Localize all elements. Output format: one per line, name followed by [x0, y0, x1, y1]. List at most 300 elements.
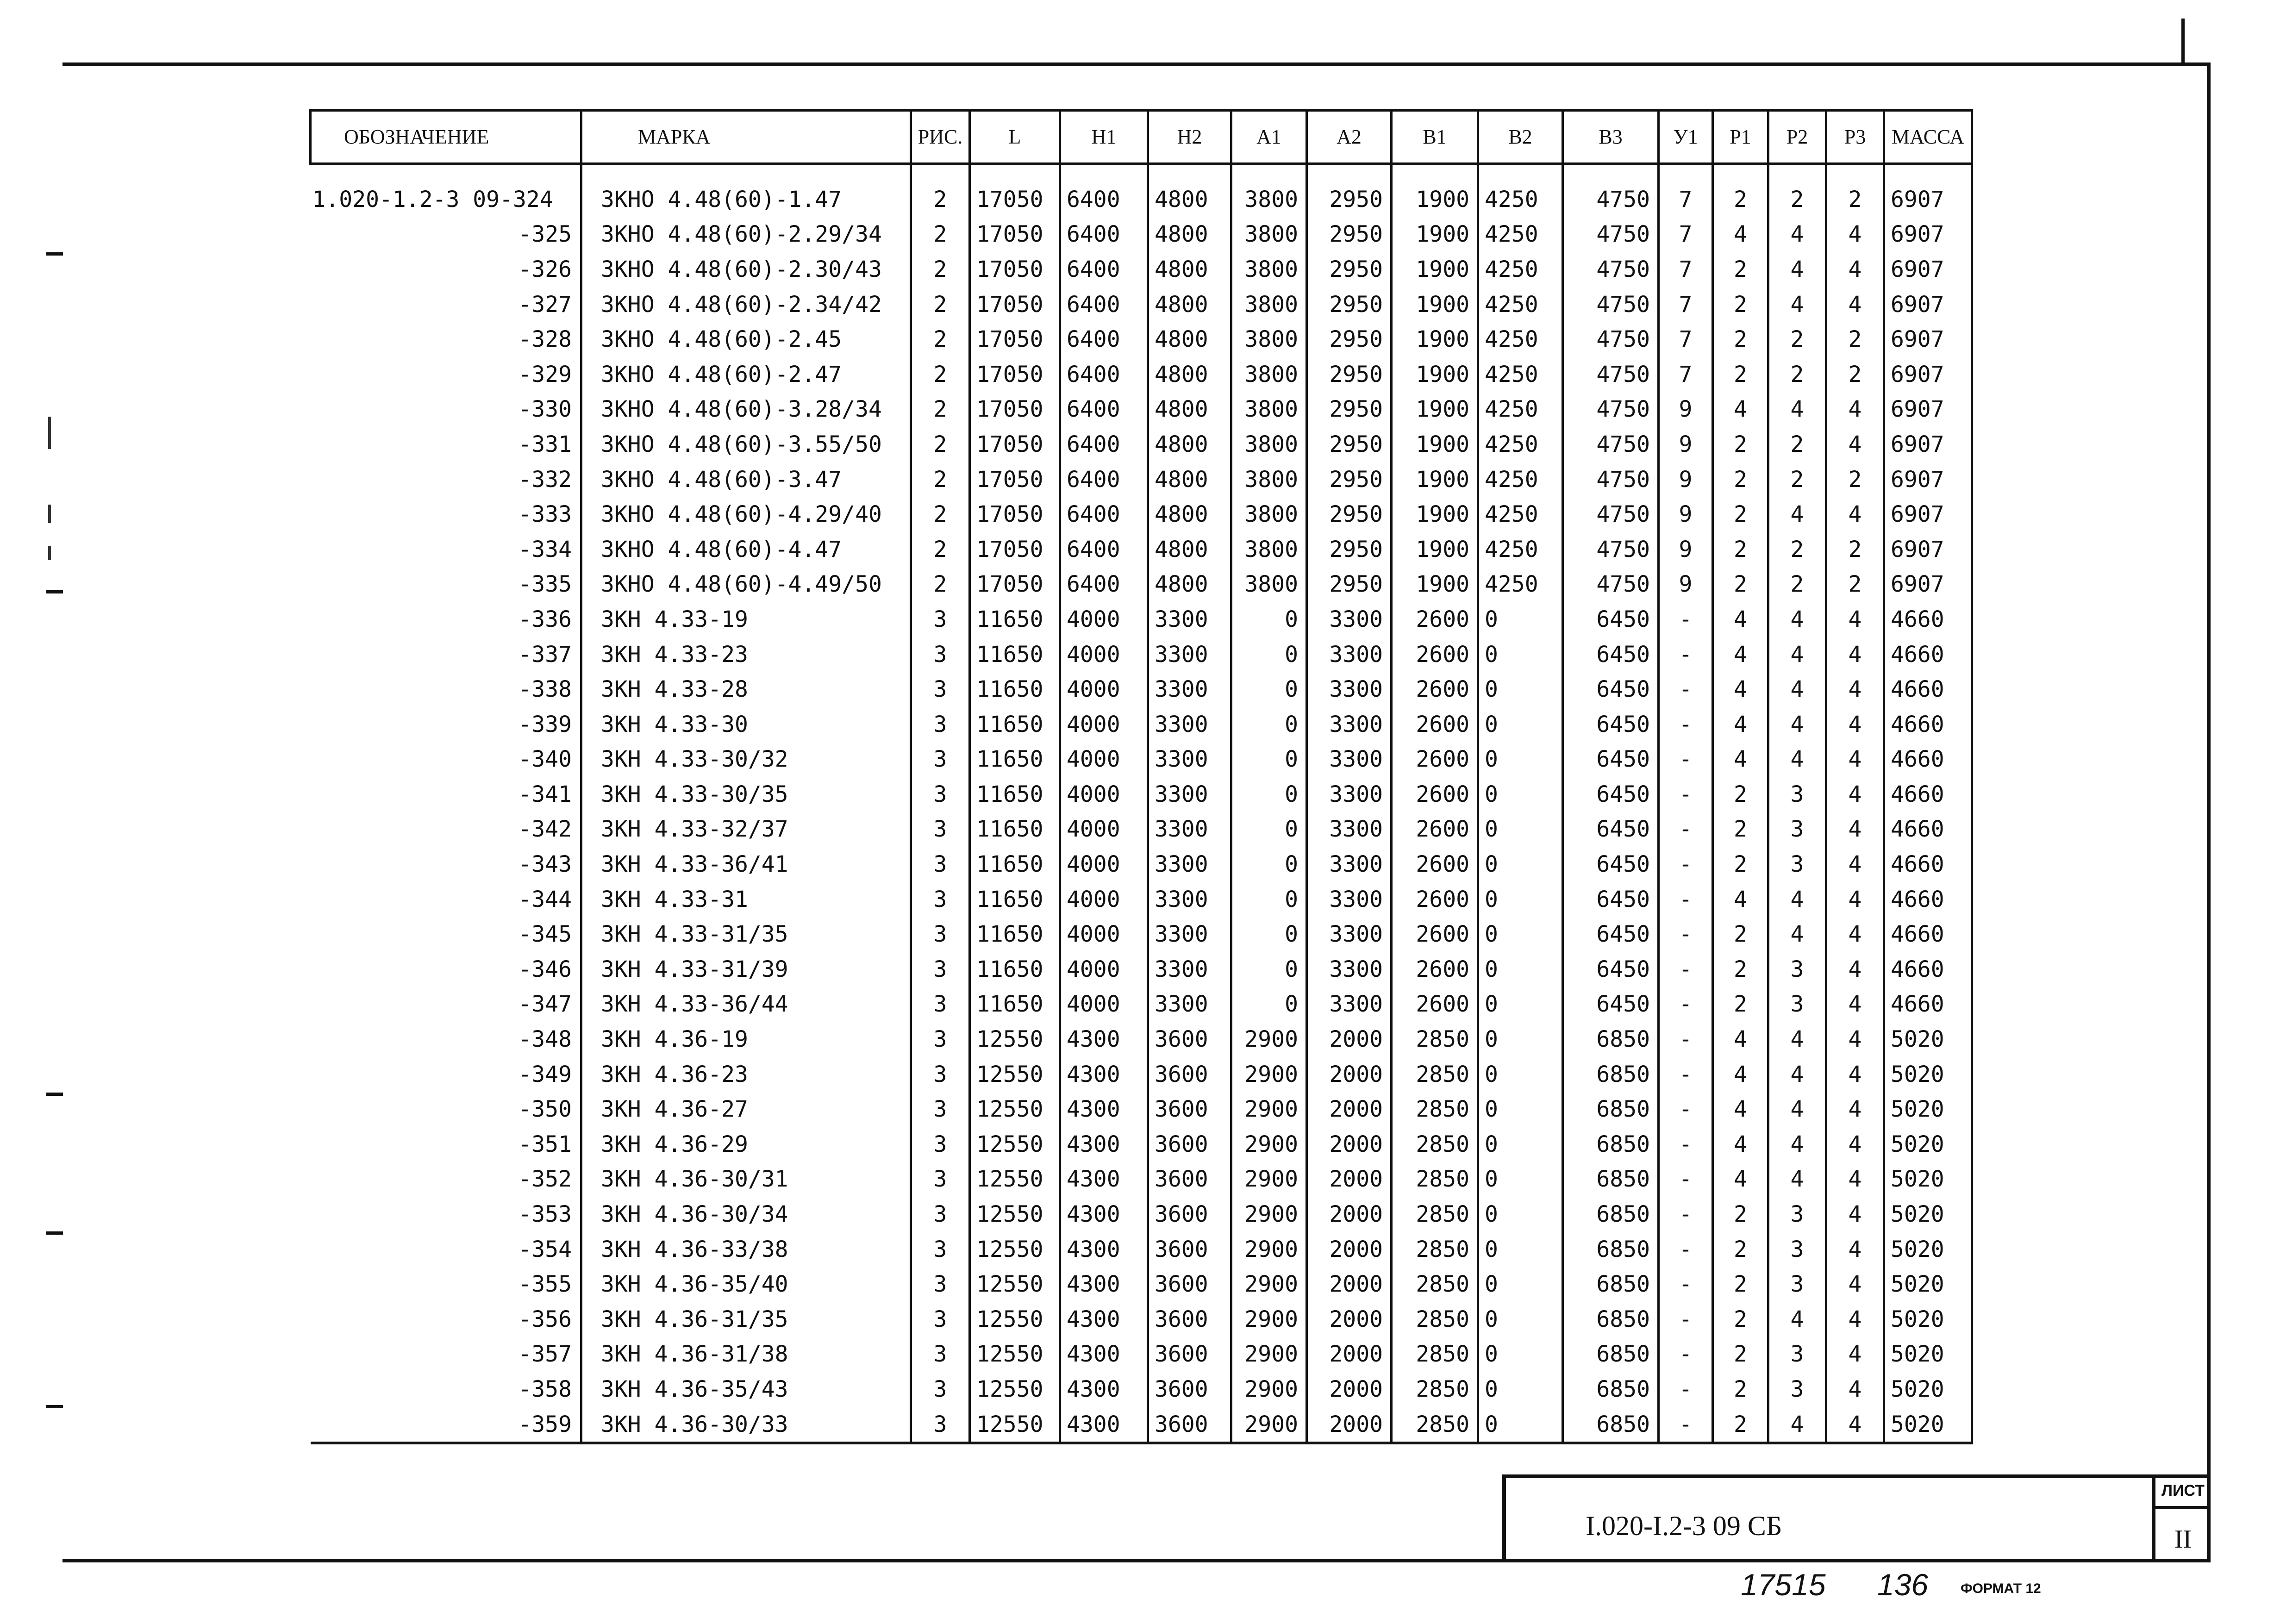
cell-a1: 0: [1231, 742, 1307, 777]
margin-tick: [46, 252, 63, 256]
cell-h2: 4800: [1148, 392, 1231, 427]
cell-u1: -: [1659, 952, 1713, 987]
cell-mass: 4660: [1884, 812, 1972, 847]
cell-figure: 3: [911, 1057, 970, 1092]
cell-b1: 2850: [1392, 1407, 1478, 1443]
cell-b2: 0: [1478, 987, 1563, 1022]
table-row: [311, 1407, 1972, 1443]
cell-p2: 4: [1768, 672, 1826, 707]
cell-p3: 4: [1826, 1197, 1884, 1232]
cell-p2: 4: [1768, 1302, 1826, 1337]
cell-mass: 5020: [1884, 1337, 1972, 1372]
table-row: [311, 567, 1972, 602]
cell-h1: 6400: [1060, 567, 1148, 602]
cell-b1: 2600: [1392, 707, 1478, 742]
table-row: [311, 1127, 1972, 1162]
cell-p3: 4: [1826, 1232, 1884, 1267]
cell-h1: 4000: [1060, 812, 1148, 847]
cell-mark: 3КНО 4.48(60)-4.47: [581, 532, 911, 567]
cell-p1: 2: [1713, 462, 1768, 497]
cell-u1: -: [1659, 672, 1713, 707]
cell-mark: 3КН 4.36-31/35: [581, 1302, 911, 1337]
cell-figure: 3: [911, 1267, 970, 1302]
cell-b2: 0: [1478, 1337, 1563, 1372]
table-row: [311, 532, 1972, 567]
cell-p3: 4: [1826, 1092, 1884, 1127]
cell-designation: 1.020-1.2-3 09-324: [311, 182, 581, 217]
cell-p3: 2: [1826, 357, 1884, 392]
cell-mass: 6907: [1884, 462, 1972, 497]
sheet-number: II: [2174, 1525, 2192, 1554]
cell-a2: 3300: [1307, 777, 1392, 812]
cell-a1: 0: [1231, 812, 1307, 847]
table-header-row: [311, 110, 1972, 164]
cell-p1: 2: [1713, 777, 1768, 812]
table-row: [311, 182, 1972, 217]
table-row: [311, 1267, 1972, 1302]
cell-p3: 2: [1826, 567, 1884, 602]
cell-a2: 3300: [1307, 602, 1392, 637]
cell-p2: 4: [1768, 217, 1826, 252]
cell-b2: 0: [1478, 777, 1563, 812]
format-label: ФОРМАТ 12: [1961, 1581, 2041, 1596]
cell-u1: 9: [1659, 532, 1713, 567]
cell-mass: 4660: [1884, 882, 1972, 917]
cell-h2: 3300: [1148, 707, 1231, 742]
cell-mark: 3КНО 4.48(60)-2.47: [581, 357, 911, 392]
cell-a1: 3800: [1231, 217, 1307, 252]
cell-u1: 9: [1659, 497, 1713, 532]
cell-a1: 0: [1231, 917, 1307, 952]
cell-mark: 3КН 4.36-29: [581, 1127, 911, 1162]
cell-b3: 6850: [1563, 1197, 1659, 1232]
cell-l: 11650: [970, 952, 1060, 987]
cell-a1: 2900: [1231, 1407, 1307, 1443]
cell-b2: 0: [1478, 602, 1563, 637]
cell-mark: 3КНО 4.48(60)-4.49/50: [581, 567, 911, 602]
cell-p1: 4: [1713, 1022, 1768, 1057]
cell-b3: 4750: [1563, 497, 1659, 532]
cell-p3: 2: [1826, 532, 1884, 567]
cell-h1: 6400: [1060, 252, 1148, 287]
cell-h1: 4300: [1060, 1267, 1148, 1302]
cell-b2: 0: [1478, 812, 1563, 847]
cell-p1: 4: [1713, 742, 1768, 777]
cell-mass: 6907: [1884, 532, 1972, 567]
cell-a2: 3300: [1307, 917, 1392, 952]
cell-designation: -346: [311, 952, 581, 987]
cell-h1: 4300: [1060, 1022, 1148, 1057]
cell-a2: 3300: [1307, 707, 1392, 742]
cell-p2: 2: [1768, 322, 1826, 357]
cell-b1: 1900: [1392, 462, 1478, 497]
cell-designation: -325: [311, 217, 581, 252]
cell-p2: 3: [1768, 847, 1826, 882]
cell-a2: 2950: [1307, 252, 1392, 287]
cell-h2: 3300: [1148, 847, 1231, 882]
cell-b3: 6850: [1563, 1337, 1659, 1372]
cell-a2: 3300: [1307, 987, 1392, 1022]
cell-p2: 4: [1768, 497, 1826, 532]
cell-a2: 2950: [1307, 427, 1392, 462]
cell-h2: 3600: [1148, 1022, 1231, 1057]
table-row: [311, 602, 1972, 637]
cell-h1: 6400: [1060, 357, 1148, 392]
cell-b1: 1900: [1392, 532, 1478, 567]
cell-designation: -328: [311, 322, 581, 357]
cell-p1: 2: [1713, 287, 1768, 322]
cell-a1: 3800: [1231, 532, 1307, 567]
cell-mass: 4660: [1884, 637, 1972, 672]
cell-designation: -329: [311, 357, 581, 392]
cell-mass: 5020: [1884, 1057, 1972, 1092]
cell-b2: 0: [1478, 1302, 1563, 1337]
cell-mark: 3КН 4.36-30/33: [581, 1407, 911, 1443]
cell-a1: 2900: [1231, 1127, 1307, 1162]
binding-mark: [48, 505, 51, 523]
cell-u1: -: [1659, 882, 1713, 917]
cell-p3: 4: [1826, 1057, 1884, 1092]
header-u1: У1: [1659, 110, 1713, 164]
cell-p3: 4: [1826, 917, 1884, 952]
cell-p1: 2: [1713, 847, 1768, 882]
cell-a2: 2950: [1307, 217, 1392, 252]
cell-b2: 0: [1478, 917, 1563, 952]
cell-b3: 6850: [1563, 1162, 1659, 1197]
cell-l: 11650: [970, 672, 1060, 707]
cell-p1: 2: [1713, 812, 1768, 847]
cell-p2: 4: [1768, 917, 1826, 952]
table-row: [311, 322, 1972, 357]
cell-p3: 4: [1826, 952, 1884, 987]
cell-l: 11650: [970, 777, 1060, 812]
cell-b1: 2850: [1392, 1337, 1478, 1372]
cell-h1: 4000: [1060, 707, 1148, 742]
cell-mark: 3КНО 4.48(60)-3.47: [581, 462, 911, 497]
table-row: [311, 742, 1972, 777]
table-row: [311, 1092, 1972, 1127]
cell-a2: 2950: [1307, 567, 1392, 602]
cell-b2: 4250: [1478, 182, 1563, 217]
cell-p2: 3: [1768, 1232, 1826, 1267]
cell-u1: 7: [1659, 287, 1713, 322]
cell-designation: -352: [311, 1162, 581, 1197]
cell-designation: -336: [311, 602, 581, 637]
table-body: [311, 164, 1972, 1443]
cell-b1: 2850: [1392, 1372, 1478, 1407]
cell-h1: 6400: [1060, 392, 1148, 427]
cell-p3: 4: [1826, 287, 1884, 322]
cell-l: 17050: [970, 497, 1060, 532]
cell-mark: 3КН 4.33-36/41: [581, 847, 911, 882]
cell-a1: 3800: [1231, 357, 1307, 392]
cell-b2: 4250: [1478, 392, 1563, 427]
cell-b3: 4750: [1563, 252, 1659, 287]
cell-h1: 4000: [1060, 637, 1148, 672]
cell-b1: 2850: [1392, 1232, 1478, 1267]
cell-u1: -: [1659, 742, 1713, 777]
cell-p1: 4: [1713, 1057, 1768, 1092]
cell-b1: 2850: [1392, 1127, 1478, 1162]
cell-l: 12550: [970, 1022, 1060, 1057]
cell-b3: 6450: [1563, 917, 1659, 952]
cell-b2: 0: [1478, 1232, 1563, 1267]
cell-l: 11650: [970, 917, 1060, 952]
cell-b3: 6450: [1563, 847, 1659, 882]
cell-b2: 4250: [1478, 462, 1563, 497]
cell-h2: 4800: [1148, 357, 1231, 392]
cell-mark: 3КН 4.33-31: [581, 882, 911, 917]
cell-h1: 4300: [1060, 1162, 1148, 1197]
cell-mass: 6907: [1884, 322, 1972, 357]
cell-figure: 3: [911, 847, 970, 882]
cell-p3: 4: [1826, 1022, 1884, 1057]
table-row: [311, 1022, 1972, 1057]
cell-b1: 1900: [1392, 252, 1478, 287]
cell-h1: 6400: [1060, 427, 1148, 462]
cell-p2: 3: [1768, 1337, 1826, 1372]
cell-l: 17050: [970, 182, 1060, 217]
archive-page: 136: [1877, 1568, 1929, 1602]
cell-h2: 3600: [1148, 1057, 1231, 1092]
cell-b2: 0: [1478, 847, 1563, 882]
cell-b1: 2850: [1392, 1092, 1478, 1127]
cell-p2: 3: [1768, 777, 1826, 812]
cell-l: 17050: [970, 532, 1060, 567]
cell-figure: 3: [911, 1022, 970, 1057]
cell-b3: 6450: [1563, 987, 1659, 1022]
cell-b1: 2600: [1392, 777, 1478, 812]
cell-b1: 1900: [1392, 217, 1478, 252]
cell-u1: -: [1659, 1337, 1713, 1372]
cell-b3: 6850: [1563, 1302, 1659, 1337]
cell-p2: 4: [1768, 392, 1826, 427]
cell-p2: 4: [1768, 882, 1826, 917]
cell-a2: 2950: [1307, 532, 1392, 567]
cell-p3: 2: [1826, 182, 1884, 217]
cell-p3: 4: [1826, 672, 1884, 707]
cell-u1: 7: [1659, 217, 1713, 252]
cell-mark: 3КН 4.36-27: [581, 1092, 911, 1127]
cell-b1: 2600: [1392, 742, 1478, 777]
cell-p2: 2: [1768, 427, 1826, 462]
header-mark: МАРКА: [581, 110, 911, 164]
cell-p2: 4: [1768, 1022, 1826, 1057]
cell-a1: 3800: [1231, 252, 1307, 287]
cell-b3: 6850: [1563, 1057, 1659, 1092]
cell-l: 12550: [970, 1092, 1060, 1127]
cell-a1: 3800: [1231, 182, 1307, 217]
margin-tick: [46, 1231, 63, 1235]
table-row: [311, 672, 1972, 707]
cell-h1: 6400: [1060, 497, 1148, 532]
cell-figure: 2: [911, 357, 970, 392]
cell-p3: 4: [1826, 1407, 1884, 1443]
cell-b1: 2600: [1392, 882, 1478, 917]
cell-l: 12550: [970, 1057, 1060, 1092]
cell-p1: 2: [1713, 357, 1768, 392]
cell-b1: 2850: [1392, 1302, 1478, 1337]
cell-mark: 3КНО 4.48(60)-1.47: [581, 182, 911, 217]
cell-a2: 2000: [1307, 1197, 1392, 1232]
cell-mass: 6907: [1884, 357, 1972, 392]
cell-p1: 4: [1713, 882, 1768, 917]
cell-p2: 2: [1768, 567, 1826, 602]
cell-h1: 6400: [1060, 287, 1148, 322]
cell-u1: -: [1659, 1127, 1713, 1162]
cell-l: 17050: [970, 392, 1060, 427]
cell-mass: 6907: [1884, 287, 1972, 322]
cell-a1: 2900: [1231, 1092, 1307, 1127]
cell-p1: 4: [1713, 672, 1768, 707]
cell-figure: 3: [911, 707, 970, 742]
cell-u1: -: [1659, 777, 1713, 812]
cell-h1: 4000: [1060, 602, 1148, 637]
cell-figure: 3: [911, 637, 970, 672]
cell-l: 11650: [970, 812, 1060, 847]
cell-b3: 4750: [1563, 462, 1659, 497]
cell-p2: 2: [1768, 532, 1826, 567]
cell-p2: 2: [1768, 462, 1826, 497]
cell-a1: 3800: [1231, 287, 1307, 322]
cell-figure: 2: [911, 392, 970, 427]
margin-tick: [46, 1093, 63, 1096]
cell-mark: 3КН 4.36-33/38: [581, 1232, 911, 1267]
cell-p1: 2: [1713, 1232, 1768, 1267]
cell-l: 17050: [970, 322, 1060, 357]
cell-b3: 4750: [1563, 532, 1659, 567]
table-row: [311, 707, 1972, 742]
cell-a2: 2950: [1307, 392, 1392, 427]
table-row: [311, 287, 1972, 322]
cell-p2: 3: [1768, 1267, 1826, 1302]
cell-designation: -330: [311, 392, 581, 427]
cell-b2: 0: [1478, 952, 1563, 987]
cell-h2: 3300: [1148, 637, 1231, 672]
table-row: [311, 812, 1972, 847]
cell-mark: 3КН 4.36-30/31: [581, 1162, 911, 1197]
cell-u1: 7: [1659, 252, 1713, 287]
cell-u1: 9: [1659, 462, 1713, 497]
cell-p3: 4: [1826, 497, 1884, 532]
cell-h2: 3300: [1148, 602, 1231, 637]
cell-mass: 5020: [1884, 1162, 1972, 1197]
cell-figure: 3: [911, 1092, 970, 1127]
cell-designation: -356: [311, 1302, 581, 1337]
cell-p2: 4: [1768, 252, 1826, 287]
cell-p1: 4: [1713, 707, 1768, 742]
cell-b1: 2600: [1392, 637, 1478, 672]
header-mass: МАССА: [1884, 110, 1972, 164]
cell-p1: 2: [1713, 1197, 1768, 1232]
cell-a1: 2900: [1231, 1022, 1307, 1057]
cell-p2: 4: [1768, 707, 1826, 742]
cell-mark: 3КН 4.36-31/38: [581, 1337, 911, 1372]
header-h1: H1: [1060, 110, 1148, 164]
cell-mark: 3КНО 4.48(60)-2.45: [581, 322, 911, 357]
cell-mark: 3КН 4.33-31/39: [581, 952, 911, 987]
cell-a1: 3800: [1231, 427, 1307, 462]
cell-b2: 4250: [1478, 252, 1563, 287]
cell-p2: 4: [1768, 602, 1826, 637]
cell-h2: 3300: [1148, 777, 1231, 812]
header-p2: P2: [1768, 110, 1826, 164]
cell-mark: 3КНО 4.48(60)-3.55/50: [581, 427, 911, 462]
cell-designation: -359: [311, 1407, 581, 1443]
cell-mass: 6907: [1884, 567, 1972, 602]
cell-figure: 3: [911, 1407, 970, 1443]
document-code: I.020-I.2-3 09 СБ: [1586, 1511, 1782, 1541]
cell-p1: 4: [1713, 392, 1768, 427]
cell-a2: 2000: [1307, 1092, 1392, 1127]
cell-l: 11650: [970, 882, 1060, 917]
cell-b1: 2600: [1392, 672, 1478, 707]
cell-b1: 2600: [1392, 952, 1478, 987]
cell-b3: 6450: [1563, 602, 1659, 637]
cell-l: 17050: [970, 252, 1060, 287]
cell-designation: -349: [311, 1057, 581, 1092]
cell-designation: -340: [311, 742, 581, 777]
table-row: [311, 427, 1972, 462]
cell-a1: 0: [1231, 602, 1307, 637]
cell-l: 12550: [970, 1337, 1060, 1372]
cell-b3: 6450: [1563, 672, 1659, 707]
cell-p1: 4: [1713, 1162, 1768, 1197]
cell-b1: 1900: [1392, 357, 1478, 392]
cell-u1: -: [1659, 1232, 1713, 1267]
cell-h1: 6400: [1060, 182, 1148, 217]
cell-designation: -343: [311, 847, 581, 882]
cell-mass: 6907: [1884, 497, 1972, 532]
cell-designation: -354: [311, 1232, 581, 1267]
cell-b1: 1900: [1392, 567, 1478, 602]
cell-p3: 2: [1826, 322, 1884, 357]
cell-p3: 4: [1826, 1337, 1884, 1372]
cell-b1: 1900: [1392, 427, 1478, 462]
cell-designation: -353: [311, 1197, 581, 1232]
cell-u1: -: [1659, 987, 1713, 1022]
cell-u1: -: [1659, 637, 1713, 672]
binding-mark: [48, 417, 51, 449]
cell-b2: 0: [1478, 672, 1563, 707]
cell-designation: -348: [311, 1022, 581, 1057]
cell-p1: 2: [1713, 322, 1768, 357]
cell-p2: 3: [1768, 987, 1826, 1022]
cell-b3: 6850: [1563, 1372, 1659, 1407]
cell-a1: 0: [1231, 637, 1307, 672]
cell-p1: 2: [1713, 987, 1768, 1022]
cell-designation: -334: [311, 532, 581, 567]
cell-h2: 4800: [1148, 497, 1231, 532]
cell-a2: 3300: [1307, 812, 1392, 847]
cell-p1: 2: [1713, 1337, 1768, 1372]
cell-designation: -339: [311, 707, 581, 742]
cell-b3: 4750: [1563, 392, 1659, 427]
cell-b2: 0: [1478, 637, 1563, 672]
cell-h2: 3600: [1148, 1267, 1231, 1302]
cell-designation: -332: [311, 462, 581, 497]
table-spacer-row: [311, 164, 1972, 182]
cell-u1: -: [1659, 847, 1713, 882]
cell-h2: 3300: [1148, 987, 1231, 1022]
cell-b1: 1900: [1392, 287, 1478, 322]
cell-designation: -326: [311, 252, 581, 287]
cell-figure: 3: [911, 917, 970, 952]
cell-mark: 3КН 4.33-30: [581, 707, 911, 742]
cell-p1: 4: [1713, 1127, 1768, 1162]
cell-figure: 3: [911, 1337, 970, 1372]
cell-h1: 4300: [1060, 1057, 1148, 1092]
